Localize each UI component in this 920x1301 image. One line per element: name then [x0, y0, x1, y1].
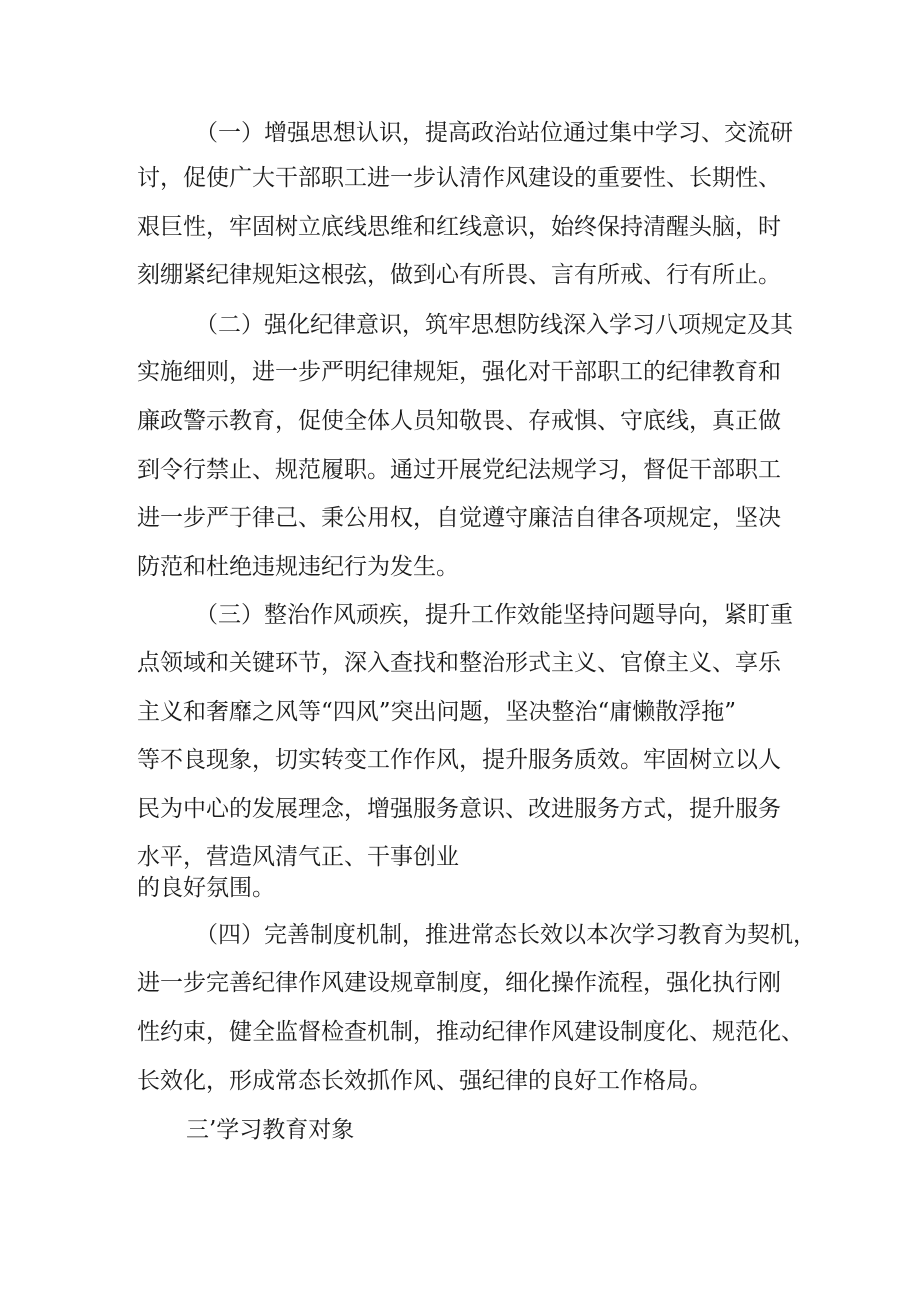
paragraph-2-line-3: 廉政警示教育，促使全体人员知敬畏、存戒惧、守底线，真正做	[137, 408, 781, 434]
paragraph-1-line-4: 刻绷紧纪律规矩这根弦，做到心有所畏、言有所戒、行有所止。	[137, 262, 781, 288]
paragraph-1-line-2: 讨，促使广大干部职工进一步认清作风建设的重要性、长期性、	[137, 165, 781, 191]
paragraph-3-line-3: 主义和奢靡之风等“四风”突出问题，坚决整治“庸懒散浮拖”	[137, 699, 737, 725]
paragraph-2-line-1: （二）强化纪律意识，筑牢思想防线深入学习八项规定及其	[195, 312, 793, 338]
section-heading: 三’学习教育对象	[186, 1117, 355, 1143]
paragraph-4-line-1: （四）完善制度机制，推进常态长效以本次学习教育为契机，	[195, 922, 816, 948]
paragraph-4-line-3: 性约束，健全监督检查机制，推动纪律作风建设制度化、规范化、	[137, 1019, 804, 1045]
paragraph-3-line-7: 的良好氛围。	[137, 875, 275, 901]
paragraph-1-line-1: （一）增强思想认识，提高政治站位通过集中学习、交流研	[195, 120, 793, 146]
paragraph-2-line-5: 进一步严于律己、秉公用权，自觉遵守廉洁自律各项规定，坚决	[137, 505, 781, 531]
paragraph-2-line-6: 防范和杜绝违规违纪行为发生。	[137, 554, 459, 580]
paragraph-4-line-2: 进一步完善纪律作风建设规章制度，细化操作流程，强化执行刚	[137, 970, 781, 996]
paragraph-4-line-4: 长效化，形成常态长效抓作风、强纪律的良好工作格局。	[137, 1068, 712, 1094]
paragraph-3-line-4: 等不良现象，切实转变工作作风，提升服务质效。牢固树立以人	[137, 747, 781, 773]
paragraph-2-line-2: 实施细则，进一步严明纪律规矩，强化对干部职工的纪律教育和	[137, 359, 781, 385]
paragraph-1-line-3: 艰巨性，牢固树立底线思维和红线意识，始终保持清醒头脑，时	[137, 214, 781, 240]
paragraph-3-line-2: 点领域和关键环节，深入查找和整治形式主义、官僚主义、享乐	[137, 650, 781, 676]
paragraph-3-line-6: 水平，营造风清气正、干事创业	[137, 844, 459, 870]
paragraph-3-line-1: （三）整治作风顽疾，提升工作效能坚持问题导向，紧盯重	[195, 602, 793, 628]
paragraph-3-line-5: 民为中心的发展理念，增强服务意识、改进服务方式，提升服务	[137, 796, 781, 822]
paragraph-2-line-4: 到令行禁止、规范履职。通过开展党纪法规学习，督促干部职工	[137, 457, 781, 483]
